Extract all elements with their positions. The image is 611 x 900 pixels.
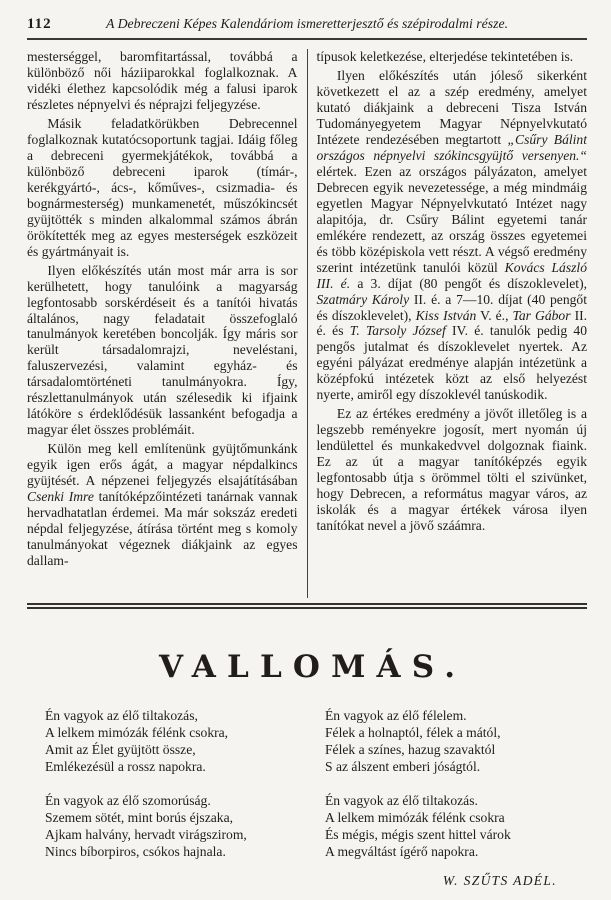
- page-number: 112: [27, 16, 52, 32]
- poem-column-left: [27, 707, 307, 860]
- stanza: [45, 707, 307, 776]
- poem-line: Ajkam halvány, hervadt virágszirom,: [45, 826, 247, 842]
- paragraph: Másik feladatkörükben Debrecennel foglalkoznak kutatócsoportunk tagjai. Idáig főleg a debreceni gyermekjátékok, továbbá a különböző debreceni iparok (tímár-, kerékgyártó-, ács-, kőműves-, csizmadia- és bognármesterség) munkamenetét, műszókincsét gyüjtötték s minden alkalommal számos ábrán örökítették meg az egyes mesterségek eszközeit és gyártmányait is.: [27, 115, 298, 259]
- paragraph: mesterséggel, baromfitartással, továbbá a különböző női háziiparokkal foglalkoznak. A vidéki élethez kapcsolódik még a falusi iparok részletes népnyelvi és néprajzi feljegyzése.: [27, 49, 298, 112]
- article-body: [27, 49, 587, 598]
- paragraph: Ilyen előkészítés után most már arra is sor kerülhetett, hogy tanulóink a magyarság legfontosabb sorskérdéseit és a tanítói hivatás általános, nagy feladatait összefoglaló tanulmányok keretében boncolják. Így máris sor került társadalomrajzi, neveléstani, faluszervezési, valamint egyház- és társadalomtörténeti tanulmányokra. Így, részlettanulmányok után szélesedik ki ifjaink látóköre s érdeklődésük lassanként befogadja a magyar élet összes problémáit.: [27, 262, 298, 438]
- column-divider-rule: [307, 49, 308, 598]
- article-column-left: [27, 49, 298, 598]
- paragraph: Ilyen előkészítés után jóleső sikerként következett el az a szép eredmény, amelyet kutató diákjaink a debreceni Tisza István Tudományegyetem Magyar Népnyelvkutató Intézete rendezésében megtartott „Csűry Bálint országos népnyelvi szókincsgyüjtő versenyen.“ elértek. Ezen az országos pályázaton, amelyet Debrecen egyik nevezetessége, a még mindmáig egyetlen Magyar Népnyelvkutató Intézet nagy alapitója, dr. Csűry Bálint egyetemi tanár emlékére rendezett, az ország összes egyetemei és több középiskola vett részt. A végső eredmény szerint intézetünk tanulói közül Kovács László III. é. a 3. díjat (80 pengőt és díszoklevelet), Szatmáry Károly II. é. a 7—10. díjat (40 pengőt és díszoklevelet), Kiss István V. é., Tar Gábor II. é. és T. Tarsoly József IV. é. tanulók pedig 40 pengős jutalmat és díszoklevelet nyertek. Az egyéni pályázat eredménye alapján intézetünk a középfokú intézetek közt az első helyezést nyerte, amiről egy díszoklevél tanúskodik.: [316, 67, 587, 403]
- poem-title: VALLOMÁS.: [158, 649, 467, 685]
- poem-line: Én vagyok az élő tiltakozás.: [325, 792, 478, 808]
- poem-line: És mégis, mégis szent hittel várok: [325, 826, 511, 842]
- poem-line: Én vagyok az élő tiltakozás,: [45, 708, 198, 723]
- poem-section: [27, 649, 587, 889]
- stanza: [325, 707, 587, 776]
- poem-line: Félek a holnaptól, félek a mától,: [325, 725, 501, 741]
- section-divider-rule: [27, 603, 587, 609]
- poem-line: Félek a színes, hazug szavaktól: [325, 742, 496, 758]
- poem-line: Én vagyok az élő félelem.: [325, 708, 467, 723]
- poem-line: A lelkem mimózák félénk csokra: [325, 809, 505, 825]
- stanza: [325, 792, 587, 861]
- poem-line: S az álszent emberi jóságtól.: [325, 759, 481, 775]
- article-column-right: [317, 49, 588, 598]
- running-title: A Debreczeni Képes Kalendáriom ismeretterjesztő és szépirodalmi része.: [105, 16, 509, 31]
- header-rule: [27, 38, 587, 40]
- poem-line: Emlékezésül a rossz napokra.: [45, 759, 206, 775]
- poem-line: A lelkem mimózák félénk csokra,: [45, 725, 229, 741]
- poem-line: Amit az Élet gyüjtött össze,: [45, 742, 196, 758]
- poem-line: Én vagyok az élő szomorúság.: [45, 792, 211, 808]
- poem-author-signature: W. SZŰTS ADÉL.: [442, 873, 557, 888]
- poem-column-right: [307, 707, 587, 860]
- paragraph: típusok keletkezése, elterjedése tekintetében is.: [316, 49, 574, 64]
- poem-line: A megváltást ígérő napokra.: [325, 843, 479, 859]
- stanza: [45, 792, 307, 861]
- poem-columns: [27, 707, 587, 860]
- poem-line: Szemem sötét, mint borús éjszaka,: [45, 809, 234, 825]
- running-head: [27, 16, 587, 33]
- poem-line: Nincs bíborpiros, csókos hajnala.: [45, 843, 226, 859]
- paragraph: Külön meg kell említenünk gyüjtőmunkánk egyik igen erős ágát, a magyar népdalkincs gyüjtését. A népzenei feljegyzés elsajátításában Csenki Imre tanítóképzőintézeti tanárnak vannak hervadhatatlan érdemei. Ma már sokszáz eredeti népdal feljegyzése, átírása történt meg s komoly tanulmányokat végeznek diákjaink az egyes dallam-: [27, 441, 298, 569]
- paragraph: Ez az értékes eredmény a jövőt illetőleg is a legszebb reményekre jogosít, mert nyomán új lendülettel és munkakedvvel dolgoznak fiaink. Ez az út a magyar tanítóképzés egyik legfontosabb útja s örömmel tölti el szivünket, hogy Debrecen, a református magyar város, az iskolák és a magyar értékek városa ilyen tanítókat nevel a jövő száámra.: [316, 406, 587, 534]
